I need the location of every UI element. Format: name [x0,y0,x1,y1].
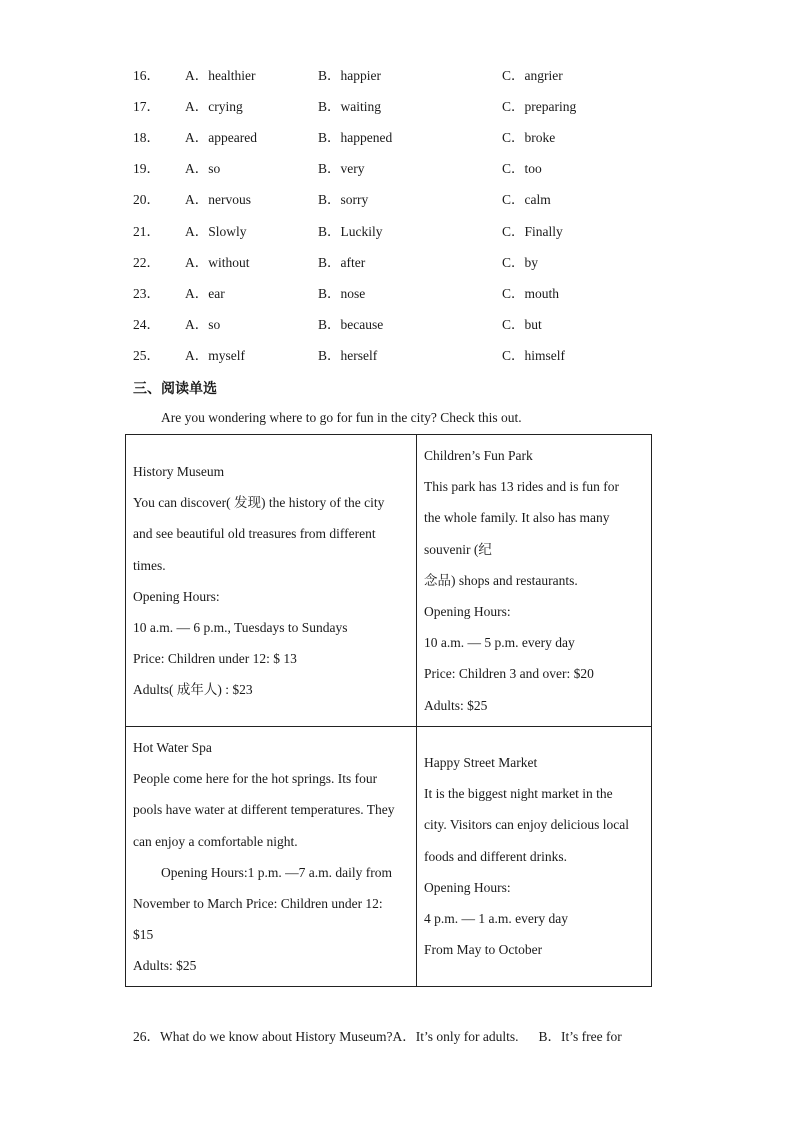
question-number: 20． [133,192,160,208]
park-line: Price: Children 3 and over: $20 [424,666,594,682]
cell-street-market [424,747,649,965]
spa-line: pools have water at different temperatures. They [133,802,395,818]
cell-hot-water-spa [133,732,413,982]
park-line: 10 a.m. — 5 p.m. every day [424,635,575,651]
question-number: 23． [133,285,160,301]
choice-row [0,128,793,148]
museum-line: and see beautiful old treasures from different [133,526,376,542]
option-c[interactable]: C．calm [502,192,551,208]
option-b[interactable]: B．nose [318,285,366,301]
option-c[interactable]: C．himself [502,347,565,363]
question-number: 17． [133,99,160,115]
option-c[interactable]: C．but [502,316,542,332]
option-c[interactable]: C．too [502,161,542,177]
market-line: It is the biggest night market in the [424,786,613,802]
museum-line: History Museum [133,464,225,479]
option-c[interactable]: C．angrier [502,68,563,83]
section-title: 三、阅读单选 [133,381,217,397]
spa-line: People come here for the hot springs. Its four [133,771,378,787]
market-line: 4 p.m. — 1 a.m. every day [424,911,568,927]
spa-line: November to March Price: Children under 12: [133,896,383,912]
spa-line: Hot Water Spa [133,740,212,755]
option-a[interactable]: A．appeared [185,130,257,146]
market-line: foods and different drinks. [424,848,567,864]
option-b[interactable]: B．happier [318,68,381,83]
option-a[interactable]: A．healthier [185,68,256,83]
option-c[interactable]: C．mouth [502,285,560,301]
question-number: 18． [133,130,160,146]
question-26 [133,1025,622,1045]
option-b[interactable]: B．herself [318,347,378,363]
question-number: 19． [133,161,160,177]
option-b[interactable]: B．Luckily [318,223,383,239]
table-divider-vertical [416,434,417,987]
option-c[interactable]: C．broke [502,130,556,146]
option-c[interactable]: C．Finally [502,223,563,239]
question-26-stem: 26．What do we know about History Museum? [133,1029,393,1044]
option-a[interactable]: A．without [185,254,250,270]
question-26-option-a[interactable]: A．It’s only for adults. [392,1029,519,1044]
option-a[interactable]: A．so [185,316,221,332]
museum-line: Opening Hours: [133,588,220,604]
question-number: 25． [133,347,160,363]
question-26-option-b[interactable]: B．It’s free for [538,1029,622,1044]
choice-row [0,159,793,179]
spa-line: can enjoy a comfortable night. [133,833,298,849]
park-line: Opening Hours: [424,604,511,620]
choice-row [0,190,793,210]
choice-row [0,346,793,366]
cell-history-museum [133,456,413,706]
option-b[interactable]: B．sorry [318,192,369,208]
option-b[interactable]: B．very [318,161,365,177]
park-line: souvenir (纪 [424,541,492,557]
park-line: 念品) shops and restaurants. [424,572,578,588]
option-a[interactable]: A．myself [185,347,245,363]
park-line: This park has 13 rides and is fun for [424,479,619,495]
table-divider-horizontal [125,726,652,727]
option-b[interactable]: B．happened [318,130,393,146]
museum-line: You can discover( 发现) the history of the city [133,495,385,511]
museum-line: 10 a.m. — 6 p.m., Tuesdays to Sundays [133,620,348,636]
park-line: Adults: $25 [424,697,488,713]
museum-line: times. [133,557,166,573]
choice-row [0,315,793,335]
choice-row [0,97,793,117]
option-a[interactable]: A．crying [185,99,243,115]
museum-line: Adults( 成年人) : $23 [133,682,253,698]
park-line: the whole family. It also has many [424,510,610,526]
question-number: 24． [133,316,160,332]
cell-fun-park [424,440,649,721]
museum-line: Price: Children under 12: $ 13 [133,651,297,667]
option-b[interactable]: B．waiting [318,99,381,115]
question-number: 16． [133,68,160,83]
option-b[interactable]: B．after [318,254,366,270]
market-line: From May to October [424,942,543,958]
market-line: Opening Hours: [424,879,511,895]
option-a[interactable]: A．ear [185,285,225,301]
spa-line: $15 [133,927,154,943]
intro-text: Are you wondering where to go for fun in the city? Check this out. [161,410,522,425]
option-a[interactable]: A．Slowly [185,223,247,239]
market-line: city. Visitors can enjoy delicious local [424,817,630,833]
choice-row [0,253,793,273]
choice-row [0,284,793,304]
spa-line: Adults: $25 [133,958,197,974]
choice-row [0,66,793,86]
park-line: Children’s Fun Park [424,448,533,463]
option-a[interactable]: A．so [185,161,221,177]
question-number: 22． [133,254,160,270]
spa-line: Opening Hours:1 p.m. —7 a.m. daily from [161,864,392,880]
option-a[interactable]: A．nervous [185,192,251,208]
choice-row [0,222,793,242]
option-c[interactable]: C．preparing [502,99,577,115]
option-b[interactable]: B．because [318,316,384,332]
market-line: Happy Street Market [424,755,538,770]
option-c[interactable]: C．by [502,254,539,270]
question-number: 21． [133,223,160,239]
